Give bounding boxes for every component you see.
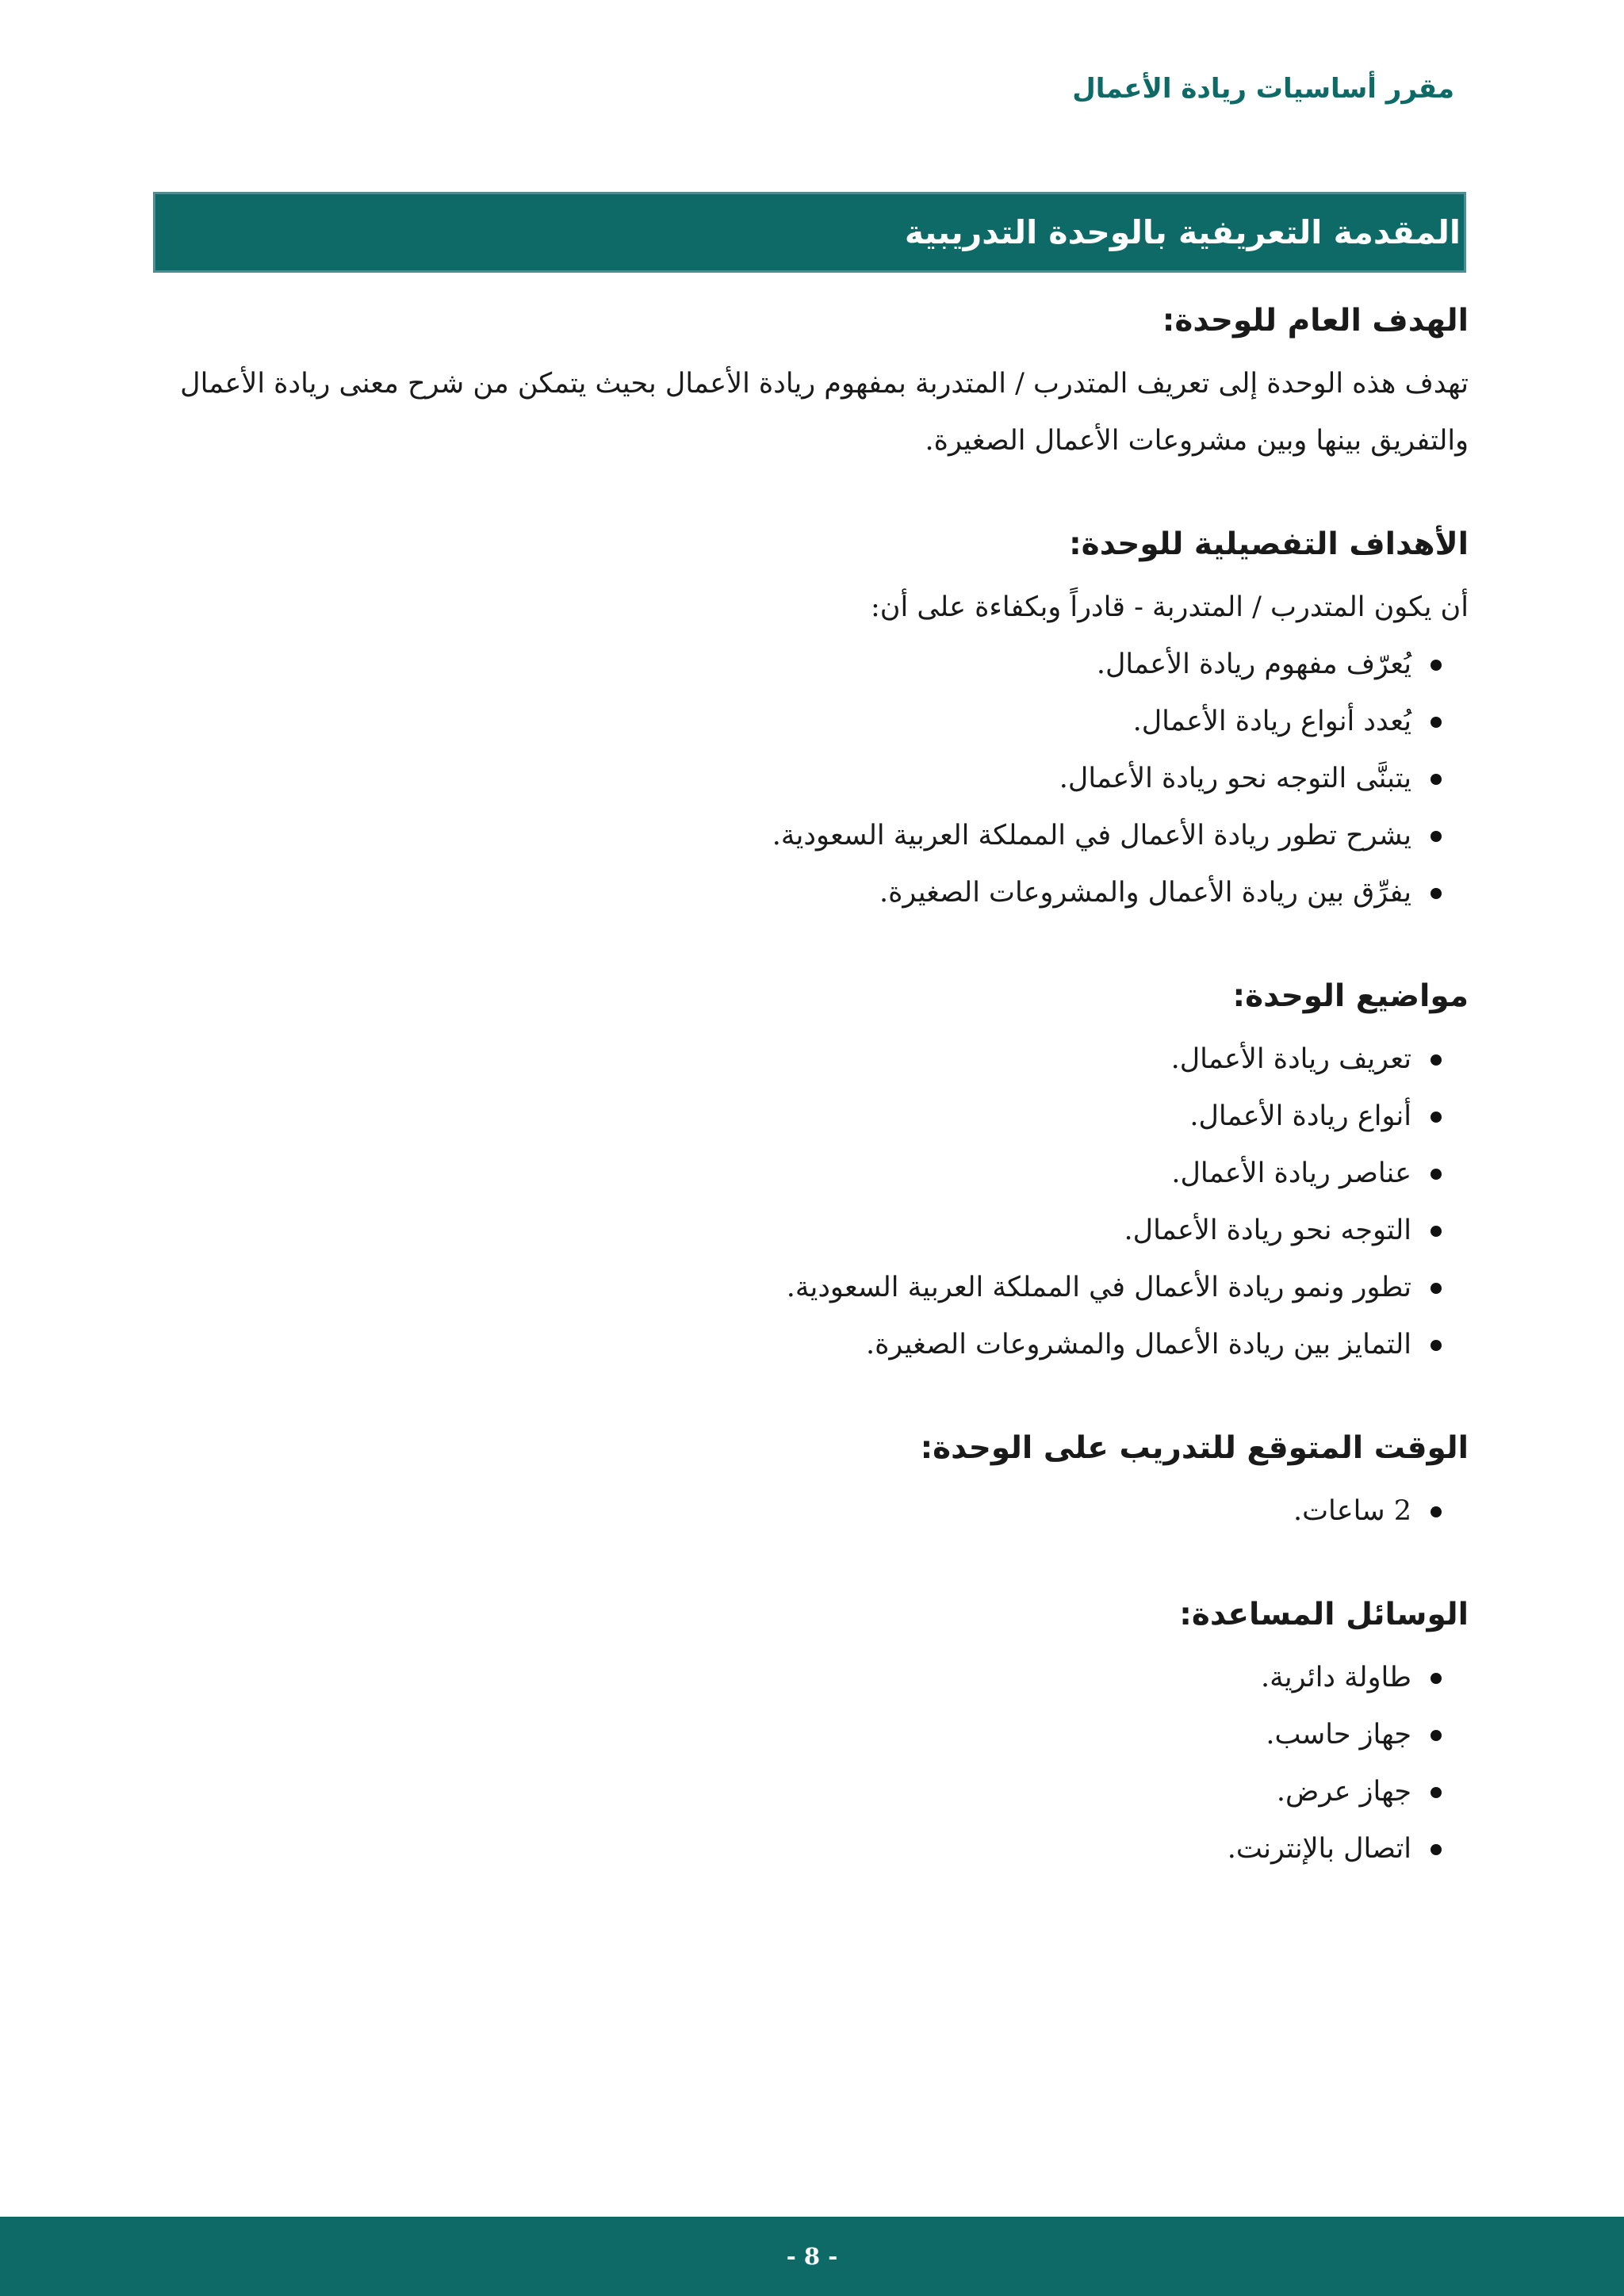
list-item xyxy=(152,1483,1469,1540)
running-header-title: مقرر أساسيات ريادة الأعمال xyxy=(1072,73,1454,105)
topics-heading: مواضيع الوحدة: xyxy=(1232,978,1469,1014)
bullet-icon xyxy=(1431,888,1442,899)
bullet-icon xyxy=(1431,774,1442,785)
list-item-text: التوجه نحو ريادة الأعمال. xyxy=(1124,1215,1411,1246)
list-item xyxy=(152,1202,1469,1259)
detailed-goals-heading: الأهداف التفصيلية للوحدة: xyxy=(1069,526,1469,562)
list-item-text: عناصر ريادة الأعمال. xyxy=(1171,1158,1411,1189)
list-item xyxy=(152,1649,1469,1706)
bullet-icon xyxy=(1431,717,1442,728)
list-item-text: طاولة دائرية. xyxy=(1261,1662,1411,1693)
list-item-text: أنواع ريادة الأعمال. xyxy=(1189,1100,1411,1132)
list-item-text: 2 ساعات. xyxy=(1293,1495,1411,1527)
general-goal-paragraph: تهدف هذه الوحدة إلى تعريف المتدرب / المتدربة بمفهوم ريادة الأعمال بحيث يتمكن من شرح معنى ريادة الأعمال والتفريق بينها وبين مشروعات الأعمال الصغيرة. xyxy=(180,368,1469,457)
list-item xyxy=(152,750,1469,807)
unit-intro-title: المقدمة التعريفية بالوحدة التدريبية xyxy=(904,213,1461,251)
list-item-text: جهاز عرض. xyxy=(1276,1776,1411,1808)
list-item-text: يتبنَّى التوجه نحو ريادة الأعمال. xyxy=(1059,763,1411,794)
list-item xyxy=(152,864,1469,921)
list-item xyxy=(152,1088,1469,1145)
general-goal-heading: الهدف العام للوحدة: xyxy=(1162,303,1469,339)
page-number: - 8 - xyxy=(786,2243,838,2270)
detailed-goals-list xyxy=(152,636,1469,921)
bullet-icon xyxy=(1431,1054,1442,1066)
aids-section xyxy=(152,1589,1469,1877)
topics-section xyxy=(152,970,1469,1373)
aids-heading: الوسائل المساعدة: xyxy=(1179,1597,1469,1632)
page-footer xyxy=(0,2217,1624,2296)
list-item-text: التمايز بين ريادة الأعمال والمشروعات الصغيرة. xyxy=(865,1329,1411,1360)
list-item-text: اتصال بالإنترنت. xyxy=(1227,1833,1411,1865)
bullet-icon xyxy=(1431,1169,1442,1180)
list-item xyxy=(152,1259,1469,1316)
list-item-text: تعريف ريادة الأعمال. xyxy=(1170,1043,1411,1075)
list-item xyxy=(152,1031,1469,1088)
bullet-icon xyxy=(1431,1226,1442,1237)
list-item-text: تطور ونمو ريادة الأعمال في المملكة العربية السعودية. xyxy=(786,1272,1411,1303)
bullet-icon xyxy=(1431,831,1442,842)
list-item xyxy=(152,807,1469,864)
bullet-icon xyxy=(1431,1112,1442,1123)
list-item xyxy=(152,636,1469,693)
bullet-icon xyxy=(1431,1673,1442,1684)
list-item xyxy=(152,1145,1469,1202)
bullet-icon xyxy=(1431,1730,1442,1741)
bullet-icon xyxy=(1431,1340,1442,1351)
bullet-icon xyxy=(1431,1283,1442,1294)
bullet-icon xyxy=(1431,1844,1442,1855)
topics-list xyxy=(152,1031,1469,1373)
detailed-goals-intro: أن يكون المتدرب / المتدربة - قادراً وبكفاءة على أن: xyxy=(870,591,1469,623)
list-item xyxy=(152,1316,1469,1373)
list-item-text: يُعرّف مفهوم ريادة الأعمال. xyxy=(1096,649,1411,680)
list-item xyxy=(152,1706,1469,1763)
aids-list xyxy=(152,1649,1469,1877)
list-item-text: يشرح تطور ريادة الأعمال في المملكة العربية السعودية. xyxy=(772,820,1411,851)
document-body xyxy=(152,295,1469,1927)
bullet-icon xyxy=(1431,1787,1442,1798)
section-title-bar xyxy=(153,192,1466,273)
time-section xyxy=(152,1422,1469,1540)
list-item-text: جهاز حاسب. xyxy=(1266,1719,1411,1751)
list-item-text: يُعدد أنواع ريادة الأعمال. xyxy=(1132,706,1411,737)
bullet-icon xyxy=(1431,1506,1442,1517)
list-item-text: يفرِّق بين ريادة الأعمال والمشروعات الصغيرة. xyxy=(879,877,1411,909)
time-list xyxy=(152,1483,1469,1540)
list-item xyxy=(152,1763,1469,1820)
general-goal-section xyxy=(152,295,1469,469)
bullet-icon xyxy=(1431,660,1442,671)
list-item xyxy=(152,1820,1469,1877)
detailed-goals-section xyxy=(152,519,1469,921)
list-item xyxy=(152,693,1469,750)
time-heading: الوقت المتوقع للتدريب على الوحدة: xyxy=(920,1430,1469,1466)
